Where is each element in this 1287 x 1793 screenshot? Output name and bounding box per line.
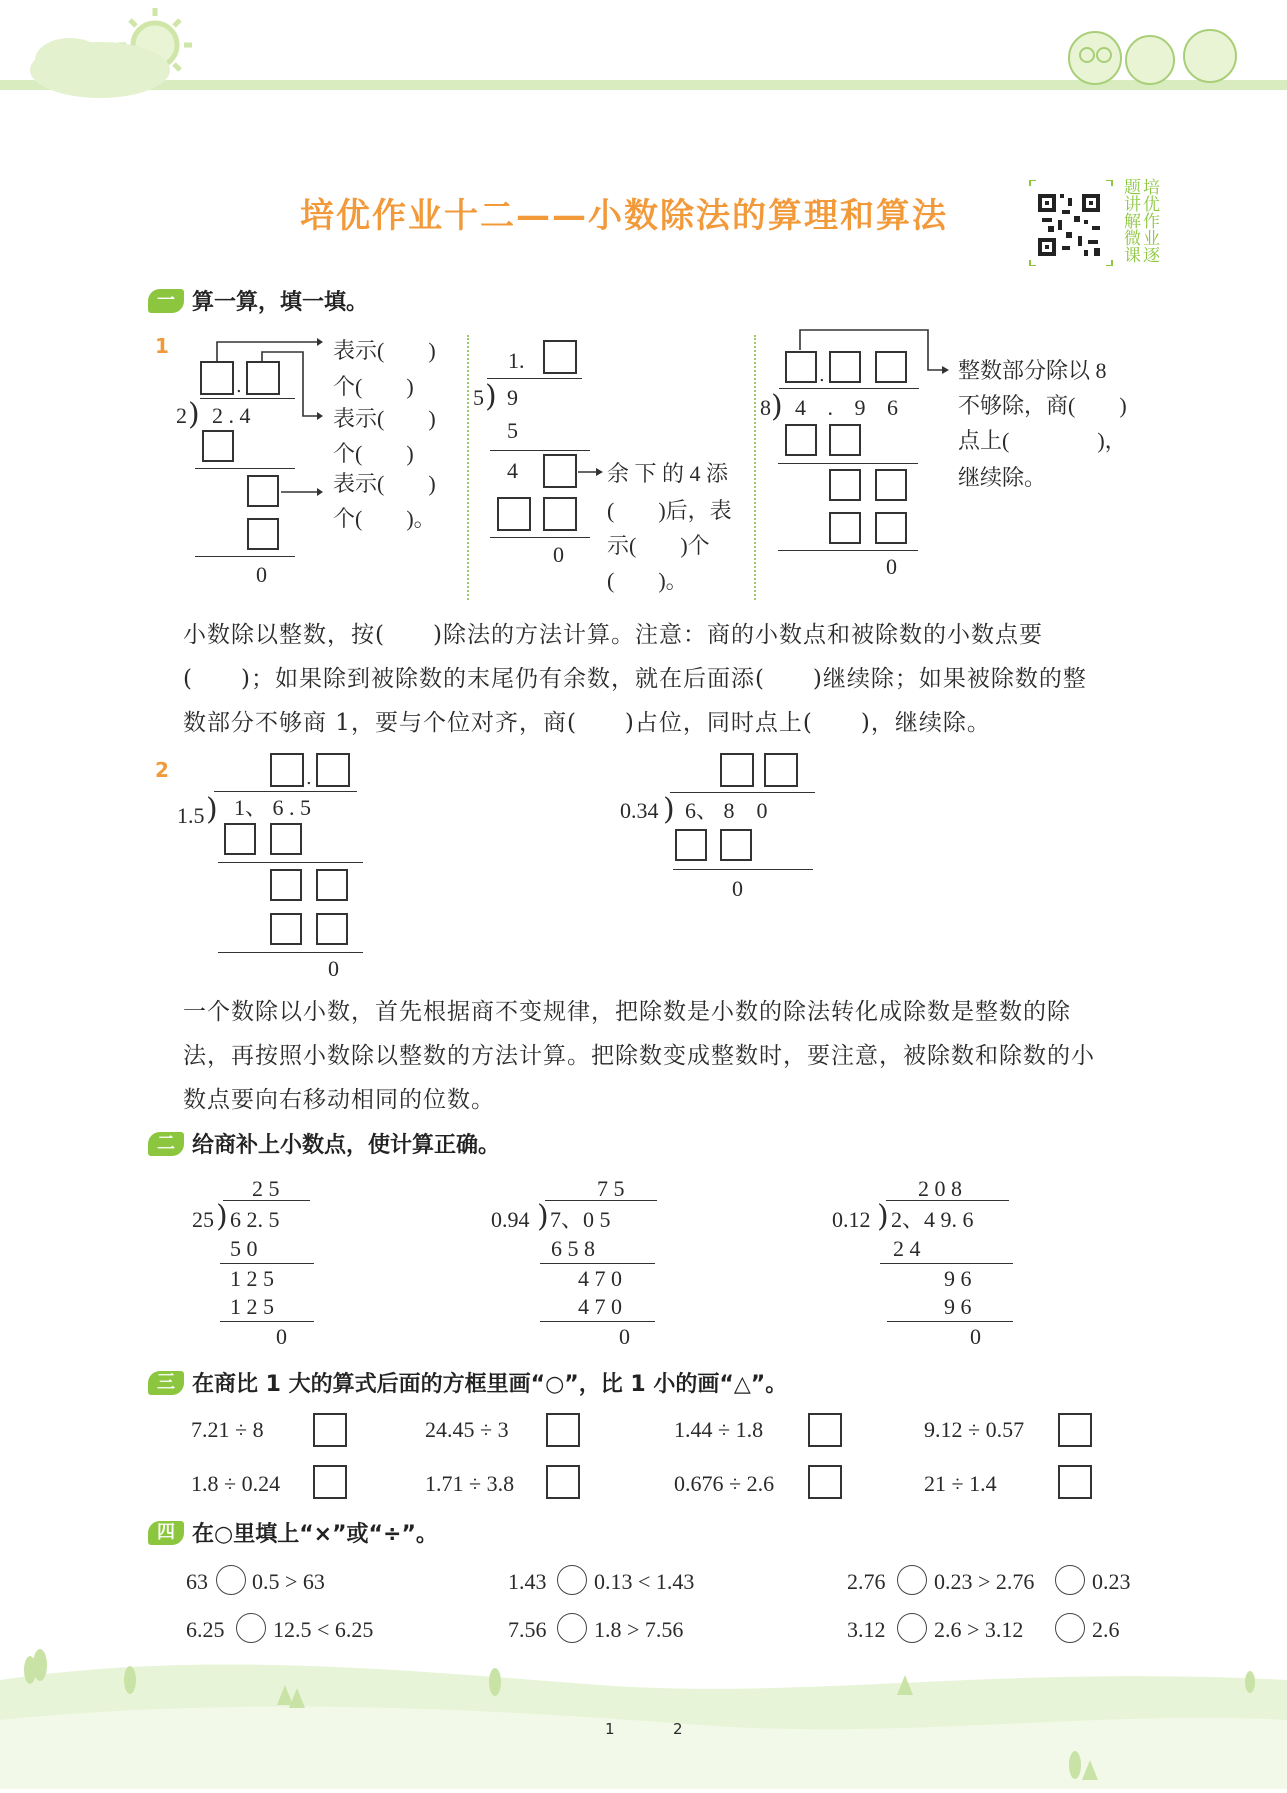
answer-box[interactable] bbox=[316, 869, 348, 901]
division-bracket: ) bbox=[188, 397, 200, 432]
answer-box[interactable] bbox=[543, 497, 577, 531]
step-row: 6 5 8 bbox=[551, 1236, 595, 1261]
qr-side-label bbox=[1118, 178, 1158, 273]
answer-box[interactable] bbox=[546, 1465, 580, 1499]
divisor: 0.34 bbox=[620, 798, 659, 823]
step-row: 4 7 0 bbox=[578, 1294, 622, 1319]
result-zero: 0 bbox=[276, 1324, 287, 1349]
division-bar bbox=[487, 378, 582, 379]
division-bracket: ) bbox=[877, 1199, 889, 1234]
division-line bbox=[218, 862, 363, 863]
division-line bbox=[490, 450, 590, 451]
step-row: 1 2 5 bbox=[230, 1294, 274, 1319]
label-a2: 个( ) bbox=[333, 374, 414, 399]
note-c1: 整数部分除以 8 bbox=[958, 358, 1107, 383]
summary-line: ( )；如果除到被除数的末尾仍有余数，就在后面添( )继续除；如果被除数的整 bbox=[183, 666, 1087, 692]
answer-box[interactable] bbox=[875, 512, 907, 544]
answer-box[interactable] bbox=[224, 823, 256, 855]
division-line bbox=[540, 1263, 655, 1264]
section3-heading bbox=[148, 1367, 787, 1398]
answer-box[interactable] bbox=[829, 469, 861, 501]
operand: 0.5 > 63 bbox=[252, 1569, 325, 1594]
expression: 1.44 ÷ 1.8 bbox=[674, 1417, 764, 1442]
operand: 7.56 bbox=[508, 1617, 547, 1642]
division-bracket: ) bbox=[771, 389, 783, 424]
column-divider bbox=[467, 335, 469, 600]
section1-badge: 一 bbox=[148, 289, 184, 313]
answer-box[interactable] bbox=[720, 829, 752, 861]
label-a6: 个( )。 bbox=[333, 506, 436, 531]
result-zero: 0 bbox=[970, 1324, 981, 1349]
summary-line: 数部分不够商 1，要与个位对齐，商( )占位，同时点上( )，继续除。 bbox=[183, 710, 991, 736]
answer-box[interactable] bbox=[497, 497, 531, 531]
operand: 1.8 > 7.56 bbox=[594, 1617, 684, 1642]
divisor: 0.94 bbox=[491, 1207, 530, 1232]
division-bar bbox=[779, 388, 919, 389]
division-bar bbox=[223, 1200, 310, 1201]
decimal-point: . bbox=[306, 768, 312, 789]
qr-label-text: 培优作业逐题讲解微课 bbox=[1120, 178, 1159, 263]
quotient: 2 0 8 bbox=[918, 1176, 962, 1201]
result-zero: 0 bbox=[619, 1324, 630, 1349]
page-number-right: 2 bbox=[673, 1720, 683, 1738]
answer-box[interactable] bbox=[270, 913, 302, 945]
decimal-point: . bbox=[819, 365, 825, 386]
result-zero: 0 bbox=[732, 876, 743, 901]
header-art bbox=[0, 0, 1287, 120]
answer-box[interactable] bbox=[875, 469, 907, 501]
division-bar bbox=[214, 791, 357, 792]
division-line bbox=[220, 1263, 314, 1264]
step-row: 5 0 bbox=[230, 1236, 258, 1261]
answer-box[interactable] bbox=[808, 1465, 842, 1499]
label-a4: 个( ) bbox=[333, 441, 414, 466]
note-b1: 余 下 的 4 添 bbox=[607, 461, 729, 486]
step2: 4 bbox=[507, 458, 518, 483]
division-line bbox=[220, 1321, 314, 1322]
dividend: 9 bbox=[507, 385, 518, 410]
section3-badge: 三 bbox=[148, 1371, 184, 1395]
operator-circle[interactable] bbox=[897, 1565, 927, 1595]
answer-box[interactable] bbox=[270, 753, 304, 787]
division-bar bbox=[545, 1200, 657, 1201]
connector-arrows bbox=[798, 328, 958, 378]
answer-box[interactable] bbox=[546, 1413, 580, 1447]
division-bar bbox=[670, 792, 815, 793]
answer-box[interactable] bbox=[270, 823, 302, 855]
operator-circle[interactable] bbox=[557, 1613, 587, 1643]
dividend: 1、 6 . 5 bbox=[234, 795, 312, 820]
quotient: 2 5 bbox=[252, 1176, 280, 1201]
operand: 6.25 bbox=[186, 1617, 225, 1642]
division-line bbox=[880, 1263, 1013, 1264]
division-bracket: ) bbox=[485, 379, 497, 414]
operator-circle[interactable] bbox=[557, 1565, 587, 1595]
operand: 0.23 bbox=[1092, 1569, 1131, 1594]
q1-summary bbox=[183, 613, 1183, 745]
divisor: 5 bbox=[473, 385, 484, 410]
answer-box[interactable] bbox=[808, 1413, 842, 1447]
operand: 0.13 < 1.43 bbox=[594, 1569, 695, 1594]
section1-heading bbox=[148, 285, 368, 316]
operator-circle[interactable] bbox=[1055, 1613, 1085, 1643]
section4-heading bbox=[148, 1517, 438, 1548]
operand: 3.12 bbox=[847, 1617, 886, 1642]
division-line bbox=[673, 869, 813, 870]
expression: 21 ÷ 1.4 bbox=[924, 1471, 997, 1496]
answer-box[interactable] bbox=[720, 753, 754, 787]
label-a5: 表示( ) bbox=[333, 471, 436, 496]
step1: 5 bbox=[507, 418, 518, 443]
note-b4: ( )。 bbox=[607, 568, 688, 593]
note-b3: 示( )个 bbox=[607, 533, 710, 558]
dividend: 4 . 9 6 bbox=[795, 395, 906, 420]
summary-line: 小数除以整数，按( )除法的方法计算。注意：商的小数点和被除数的小数点要 bbox=[183, 622, 1043, 648]
answer-box[interactable] bbox=[785, 424, 817, 456]
footer-decoration bbox=[0, 1640, 1287, 1789]
operand: 2.76 bbox=[847, 1569, 886, 1594]
answer-box[interactable] bbox=[316, 753, 350, 787]
expression: 9.12 ÷ 0.57 bbox=[924, 1417, 1025, 1442]
division-line bbox=[887, 1321, 1013, 1322]
answer-box[interactable] bbox=[313, 1465, 347, 1499]
division-line bbox=[218, 952, 363, 953]
operand: 63 bbox=[186, 1569, 208, 1594]
q1-number: 1 bbox=[155, 334, 169, 358]
page-number-left: 1 bbox=[605, 1720, 615, 1738]
dividend: 7、0 5 bbox=[550, 1207, 611, 1232]
section3-heading-text: 在商比 1 大的算式后面的方框里画“○”，比 1 小的画“△”。 bbox=[192, 1372, 788, 1397]
result-zero: 0 bbox=[553, 542, 564, 567]
summary-line: 数点要向右移动相同的位数。 bbox=[183, 1087, 495, 1113]
section2-heading bbox=[148, 1128, 500, 1159]
result-zero: 0 bbox=[886, 554, 897, 579]
answer-box[interactable] bbox=[270, 869, 302, 901]
quotient-prefix: 1. bbox=[508, 348, 525, 373]
step-row: 1 2 5 bbox=[230, 1266, 274, 1291]
q2-summary bbox=[183, 990, 1183, 1122]
note-c2: 不够除，商( ) bbox=[958, 393, 1127, 418]
expression: 1.8 ÷ 0.24 bbox=[191, 1471, 281, 1496]
expression: 1.71 ÷ 3.8 bbox=[425, 1471, 515, 1496]
divisor: 2 bbox=[176, 403, 187, 428]
section2-heading-text: 给商补上小数点，使计算正确。 bbox=[192, 1133, 501, 1158]
operator-circle[interactable] bbox=[897, 1613, 927, 1643]
quotient: 7 5 bbox=[597, 1176, 625, 1201]
division-bracket: ) bbox=[216, 1199, 228, 1234]
answer-box[interactable] bbox=[675, 829, 707, 861]
qr-code[interactable] bbox=[1028, 180, 1114, 266]
step-row: 9 6 bbox=[944, 1266, 972, 1291]
label-a1: 表示( ) bbox=[333, 338, 436, 363]
column-divider bbox=[754, 335, 756, 600]
division-line bbox=[540, 1321, 655, 1322]
section4-heading-text: 在○里填上“×”或“÷”。 bbox=[192, 1522, 438, 1547]
summary-line: 一个数除以小数，首先根据商不变规律，把除数是小数的除法转化成除数是整数的除 bbox=[183, 999, 1071, 1025]
note-c3: 点上( )， bbox=[958, 428, 1127, 453]
operator-circle[interactable] bbox=[216, 1565, 246, 1595]
divisor: 25 bbox=[192, 1207, 214, 1232]
expression: 7.21 ÷ 8 bbox=[191, 1417, 264, 1442]
operand: 12.5 < 6.25 bbox=[273, 1617, 374, 1642]
decimal-point: . bbox=[236, 376, 242, 397]
answer-box[interactable] bbox=[543, 454, 577, 488]
footer-hills-art bbox=[0, 1640, 1287, 1789]
division-line bbox=[778, 463, 918, 464]
q2-number: 2 bbox=[155, 758, 169, 782]
operand: 2.6 bbox=[1092, 1617, 1120, 1642]
section4-badge: 四 bbox=[148, 1521, 184, 1545]
division-line bbox=[195, 556, 295, 557]
summary-line: 法，再按照小数除以整数的方法计算。把除数变成整数时，要注意，被除数和除数的小 bbox=[183, 1043, 1095, 1069]
result-zero: 0 bbox=[256, 562, 267, 587]
note-b2: ( )后，表 bbox=[607, 498, 732, 523]
section1-heading-text: 算一算，填一填。 bbox=[192, 290, 369, 315]
answer-box[interactable] bbox=[829, 512, 861, 544]
animal-faces-icon bbox=[1069, 30, 1236, 84]
label-a3: 表示( ) bbox=[333, 406, 436, 431]
arrow-icon bbox=[578, 462, 608, 482]
operator-circle[interactable] bbox=[236, 1613, 266, 1643]
answer-box[interactable] bbox=[543, 340, 577, 374]
step-row: 9 6 bbox=[944, 1294, 972, 1319]
division-bracket: ) bbox=[663, 792, 675, 827]
answer-box[interactable] bbox=[316, 913, 348, 945]
answer-box[interactable] bbox=[313, 1413, 347, 1447]
operand: 0.23 > 2.76 bbox=[934, 1569, 1035, 1594]
answer-box[interactable] bbox=[1058, 1465, 1092, 1499]
dividend: 6 2. 5 bbox=[230, 1207, 280, 1232]
answer-box[interactable] bbox=[247, 518, 279, 550]
qr-code-icon bbox=[1028, 180, 1114, 266]
page-title: 培优作业十二——小数除法的算理和算法 bbox=[300, 196, 948, 236]
division-bracket: ) bbox=[206, 792, 218, 827]
section2-badge: 二 bbox=[148, 1132, 184, 1156]
step-row: 2 4 bbox=[893, 1236, 921, 1261]
division-line bbox=[778, 550, 918, 551]
divisor: 8 bbox=[760, 395, 771, 420]
division-line bbox=[490, 537, 590, 538]
dividend: 6、 8 0 bbox=[685, 798, 768, 823]
division-bracket: ) bbox=[537, 1199, 549, 1234]
answer-box[interactable] bbox=[764, 753, 798, 787]
step-row: 4 7 0 bbox=[578, 1266, 622, 1291]
division-bar bbox=[886, 1200, 1009, 1201]
divisor: 0.12 bbox=[832, 1207, 871, 1232]
expression: 0.676 ÷ 2.6 bbox=[674, 1471, 775, 1496]
operand: 2.6 > 3.12 bbox=[934, 1617, 1024, 1642]
note-c4: 继续除。 bbox=[958, 465, 1047, 490]
answer-box[interactable] bbox=[1058, 1413, 1092, 1447]
answer-box[interactable] bbox=[829, 424, 861, 456]
connector-arrows bbox=[215, 328, 335, 508]
operator-circle[interactable] bbox=[1055, 1565, 1085, 1595]
operand: 1.43 bbox=[508, 1569, 547, 1594]
expression: 24.45 ÷ 3 bbox=[425, 1417, 509, 1442]
dividend: 2、4 9. 6 bbox=[891, 1207, 974, 1232]
result-zero: 0 bbox=[328, 956, 339, 981]
header-decoration bbox=[0, 0, 1287, 120]
divisor: 1.5 bbox=[177, 803, 205, 828]
dividend: 2 . 4 bbox=[212, 403, 251, 428]
